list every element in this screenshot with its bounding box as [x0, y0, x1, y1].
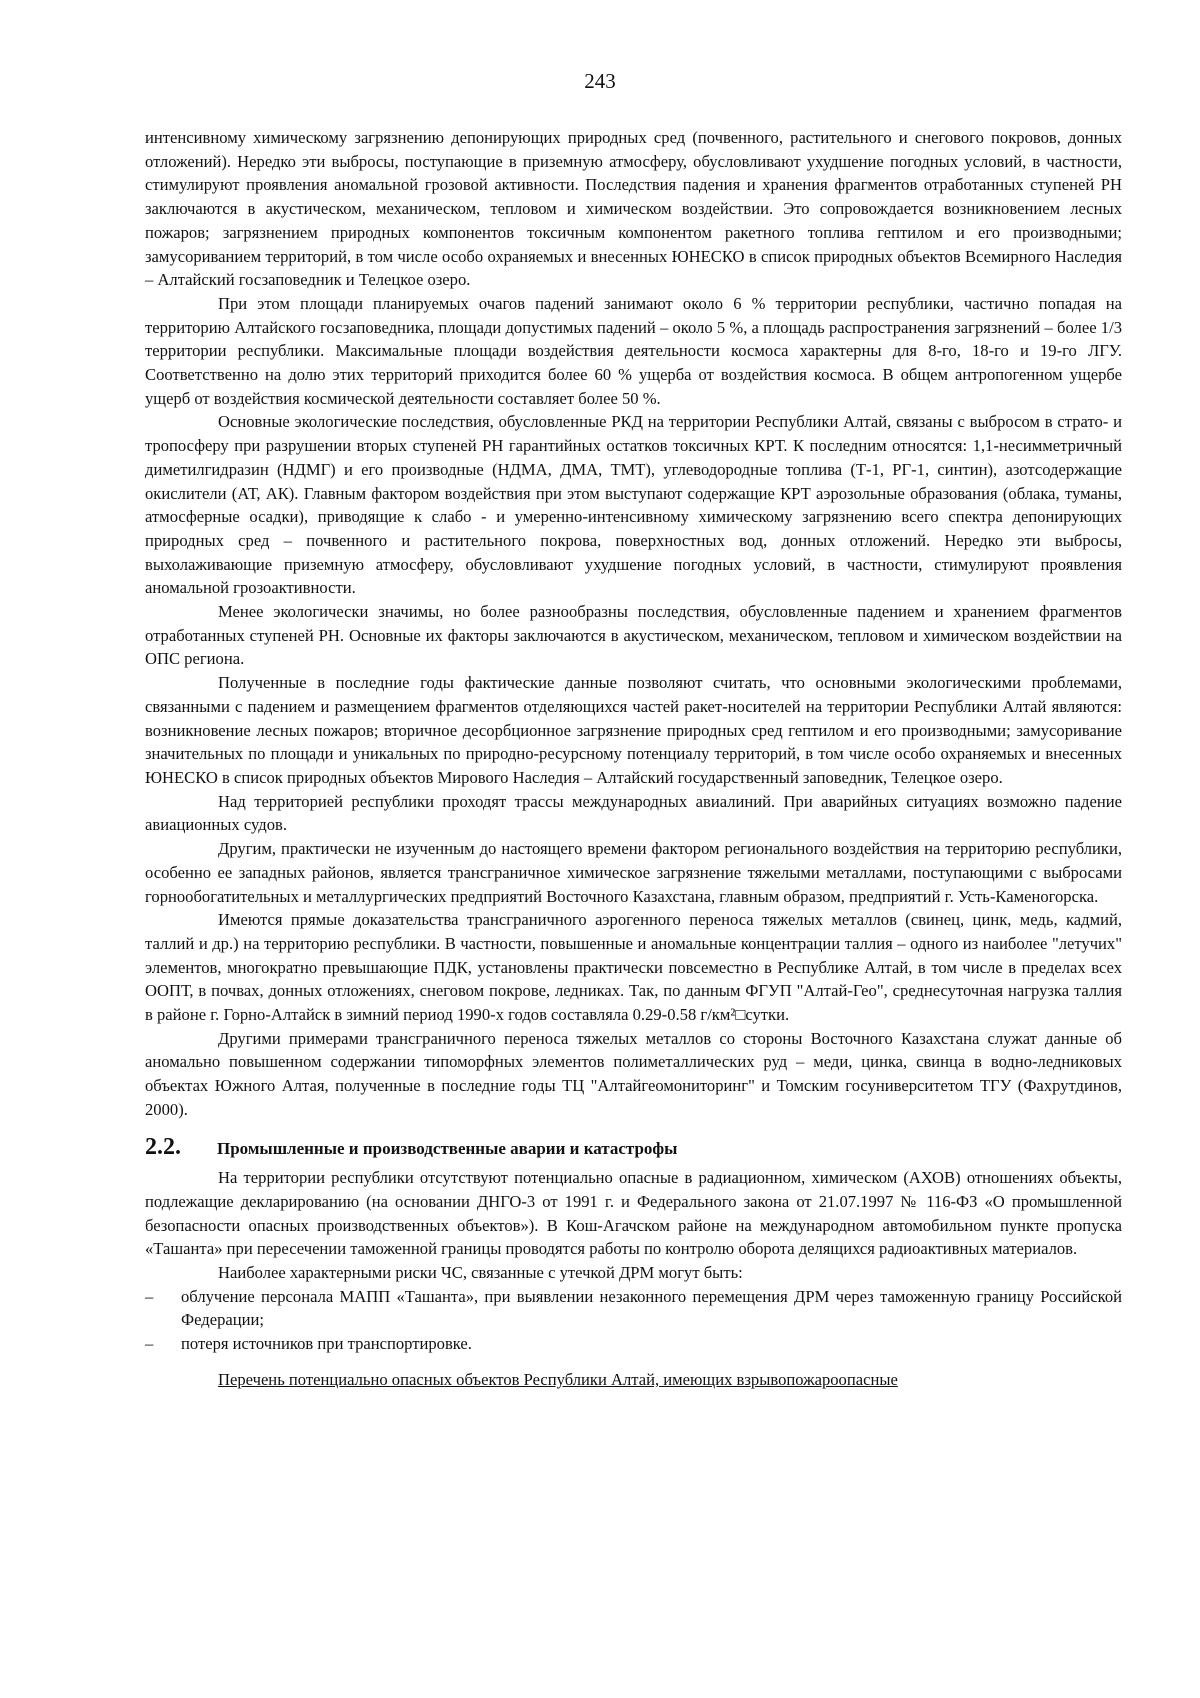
risk-list [145, 1285, 1122, 1356]
page-number: 243 [584, 69, 616, 93]
paragraph: Основные экологические последствия, обусловленные РКД на территории Республики Алтай, связаны с выбросом в страто- и тропосферу при разрушении вторых ступеней РН гарантийных остатков токсичных КРТ. К последним относятся: 1,1-несимметричный диметилгидразин (НДМГ) и его производные (НДМА, ДМА, ТМТ), углеводородные топлива (Т-1, РГ-1, синтин), азотсодержащие окислители (АТ, АК). Главным фактором воздействия при этом выступают содержащие КРТ аэрозольные образования (облака, туманы, атмосферные осадки), приводящие к слабо - и умеренно-интенсивному химическому загрязнению всего спектра депонирующих природных сред – почвенного и растительного покрова, поверхностных вод, донных отложений. Нередко эти выбросы, выхолаживающие приземную атмосферу, обусловливают ухудшение погодных условий, в частности, стимулируют проявления аномальной грозоактивности. [145, 412, 1122, 598]
paragraph: На территории республики отсутствуют потенциально опасные в радиационном, химическом (АХОВ) отношениях объекты, подлежащие декларированию (на основании ДНГО-3 от 1991 г. и Федерального закона от 21.07.1997 № 116-ФЗ «О промышленной безопасности опасных производственных объектов»). В Кош-Агачском районе на международном автомобильном пункте пропуска «Ташанта» при пересечении таможенной границы проводятся работы по контролю оборота делящихся радиоактивных материалов. [145, 1168, 1122, 1259]
paragraph: Менее экологически значимы, но более разнообразны последствия, обусловленные падением и хранением фрагментов отработанных ступеней РН. Основные их факторы заключаются в акустическом, механическом, тепловом и химическом воздействии на ОПС региона. [145, 602, 1122, 669]
paragraph: Другими примерами трансграничного переноса тяжелых металлов со стороны Восточного Казахстана служат данные об аномально повышенном содержании типоморфных элементов полиметаллических руд – меди, цинка, свинца в водно-ледниковых объектах Южного Алтая, полученные в последние годы ТЦ "Алтайгеомониторинг" и Томским госуниверситетом ТГУ (Фахрутдинов, 2000). [145, 1028, 1122, 1119]
section-heading [145, 1133, 1122, 1161]
list-item [145, 1332, 1122, 1356]
paragraph: Другим, практически не изученным до настоящего времени фактором регионального воздействия на территорию республики, особенно ее западных районов, является трансграничное химическое загрязнение тяжелыми металлами, поступающими с выбросами горнообогатительных и металлургических предприятий Восточного Казахстана, главным образом, предприятий г. Усть-Каменогорска. [145, 839, 1122, 906]
section-title: Промышленные и производственные аварии и катастрофы [217, 1138, 678, 1158]
page-content [145, 126, 1122, 1392]
paragraph: Наиболее характерными риски ЧС, связанные с утечкой ДРМ могут быть: [218, 1263, 743, 1283]
list-dash: – [145, 1334, 154, 1354]
section-number: 2.2. [145, 1133, 181, 1160]
paragraph: интенсивному химическому загрязнению депонирующих природных сред (почвенного, растительного и снегового покровов, донных отложений). Нередко эти выбросы, поступающие в приземную атмосферу, обусловливают ухудшение погодных условий, в частности, стимулируют проявления аномальной грозовой активности. Последствия падения и хранения фрагментов отработанных ступеней РН заключаются в акустическом, механическом, тепловом и химическом воздействии. Это сопровождается возникновением лесных пожаров; загрязнением природных компонентов токсичным компонентом ракетного топлива гептилом и его производными; замусориванием территорий, в том числе особо охраняемых и внесенных ЮНЕСКО в список природных объектов Всемирного Наследия – Алтайский госзаповедник и Телецкое озеро. [145, 128, 1122, 290]
paragraph: Над территорией республики проходят трассы международных авиалиний. При аварийных ситуациях возможно падение авиационных судов. [145, 791, 1122, 835]
paragraph: При этом площади планируемых очагов падений занимают около 6 % территории республики, частично попадая на территорию Алтайского госзаповедника, площади допустимых падений – около 5 %, а площадь распространения загрязнений – более 1/3 территории республики. Максимальные площади воздействия деятельности космоса характерны для 8-го, 18-го и 19-го ЛГУ. Соответственно на долю этих территорий приходится более 60 % ущерба от воздействия космоса. В общем антропогенном ущербе ущерб от воздействия космической деятельности составляет более 50 %. [145, 293, 1122, 408]
underlined-heading-line: Перечень потенциально опасных объектов Республики Алтай, имеющих взрывопожароопасные [218, 1369, 898, 1389]
list-item-text: облучение персонала МАПП «Ташанта», при выявлении незаконного перемещения ДРМ через таможенную границу Российской Федерации; [181, 1286, 1122, 1330]
list-item-text: потеря источников при транспортировке. [181, 1334, 472, 1354]
list-dash: – [145, 1286, 154, 1306]
list-item [145, 1285, 1122, 1332]
paragraph: Имеются прямые доказательства трансграничного аэрогенного переноса тяжелых металлов (свинец, цинк, медь, кадмий, таллий и др.) на территорию республики. В частности, повышенные и аномальные концентрации таллия – одного из наиболее "летучих" элементов, многократно превышающие ПДК, установлены практически повсеместно в Республике Алтай, в том числе в пределах всех ООПТ, в почвах, донных отложениях, снеговом покрове, ледниках. Так, по данным ФГУП "Алтай-Гео", среднесуточная нагрузка таллия в районе г. Горно-Алтайск в зимний период 1990-х годов составляла 0.29-0.58 г/км²□сутки. [145, 910, 1122, 1025]
paragraph: Полученные в последние годы фактические данные позволяют считать, что основными экологическими проблемами, связанными с падением и размещением фрагментов отделяющихся частей ракет-носителей на территории Республики Алтай являются: возникновение лесных пожаров; вторичное десорбционное загрязнение природных сред гептилом и его производными; замусоривание значительных по площади и уникальных по природно-ресурсному потенциалу территорий, в том числе особо охраняемых и внесенных ЮНЕСКО в список природных объектов Мирового Наследия – Алтайский государственный заповедник, Телецкое озеро. [145, 673, 1122, 787]
